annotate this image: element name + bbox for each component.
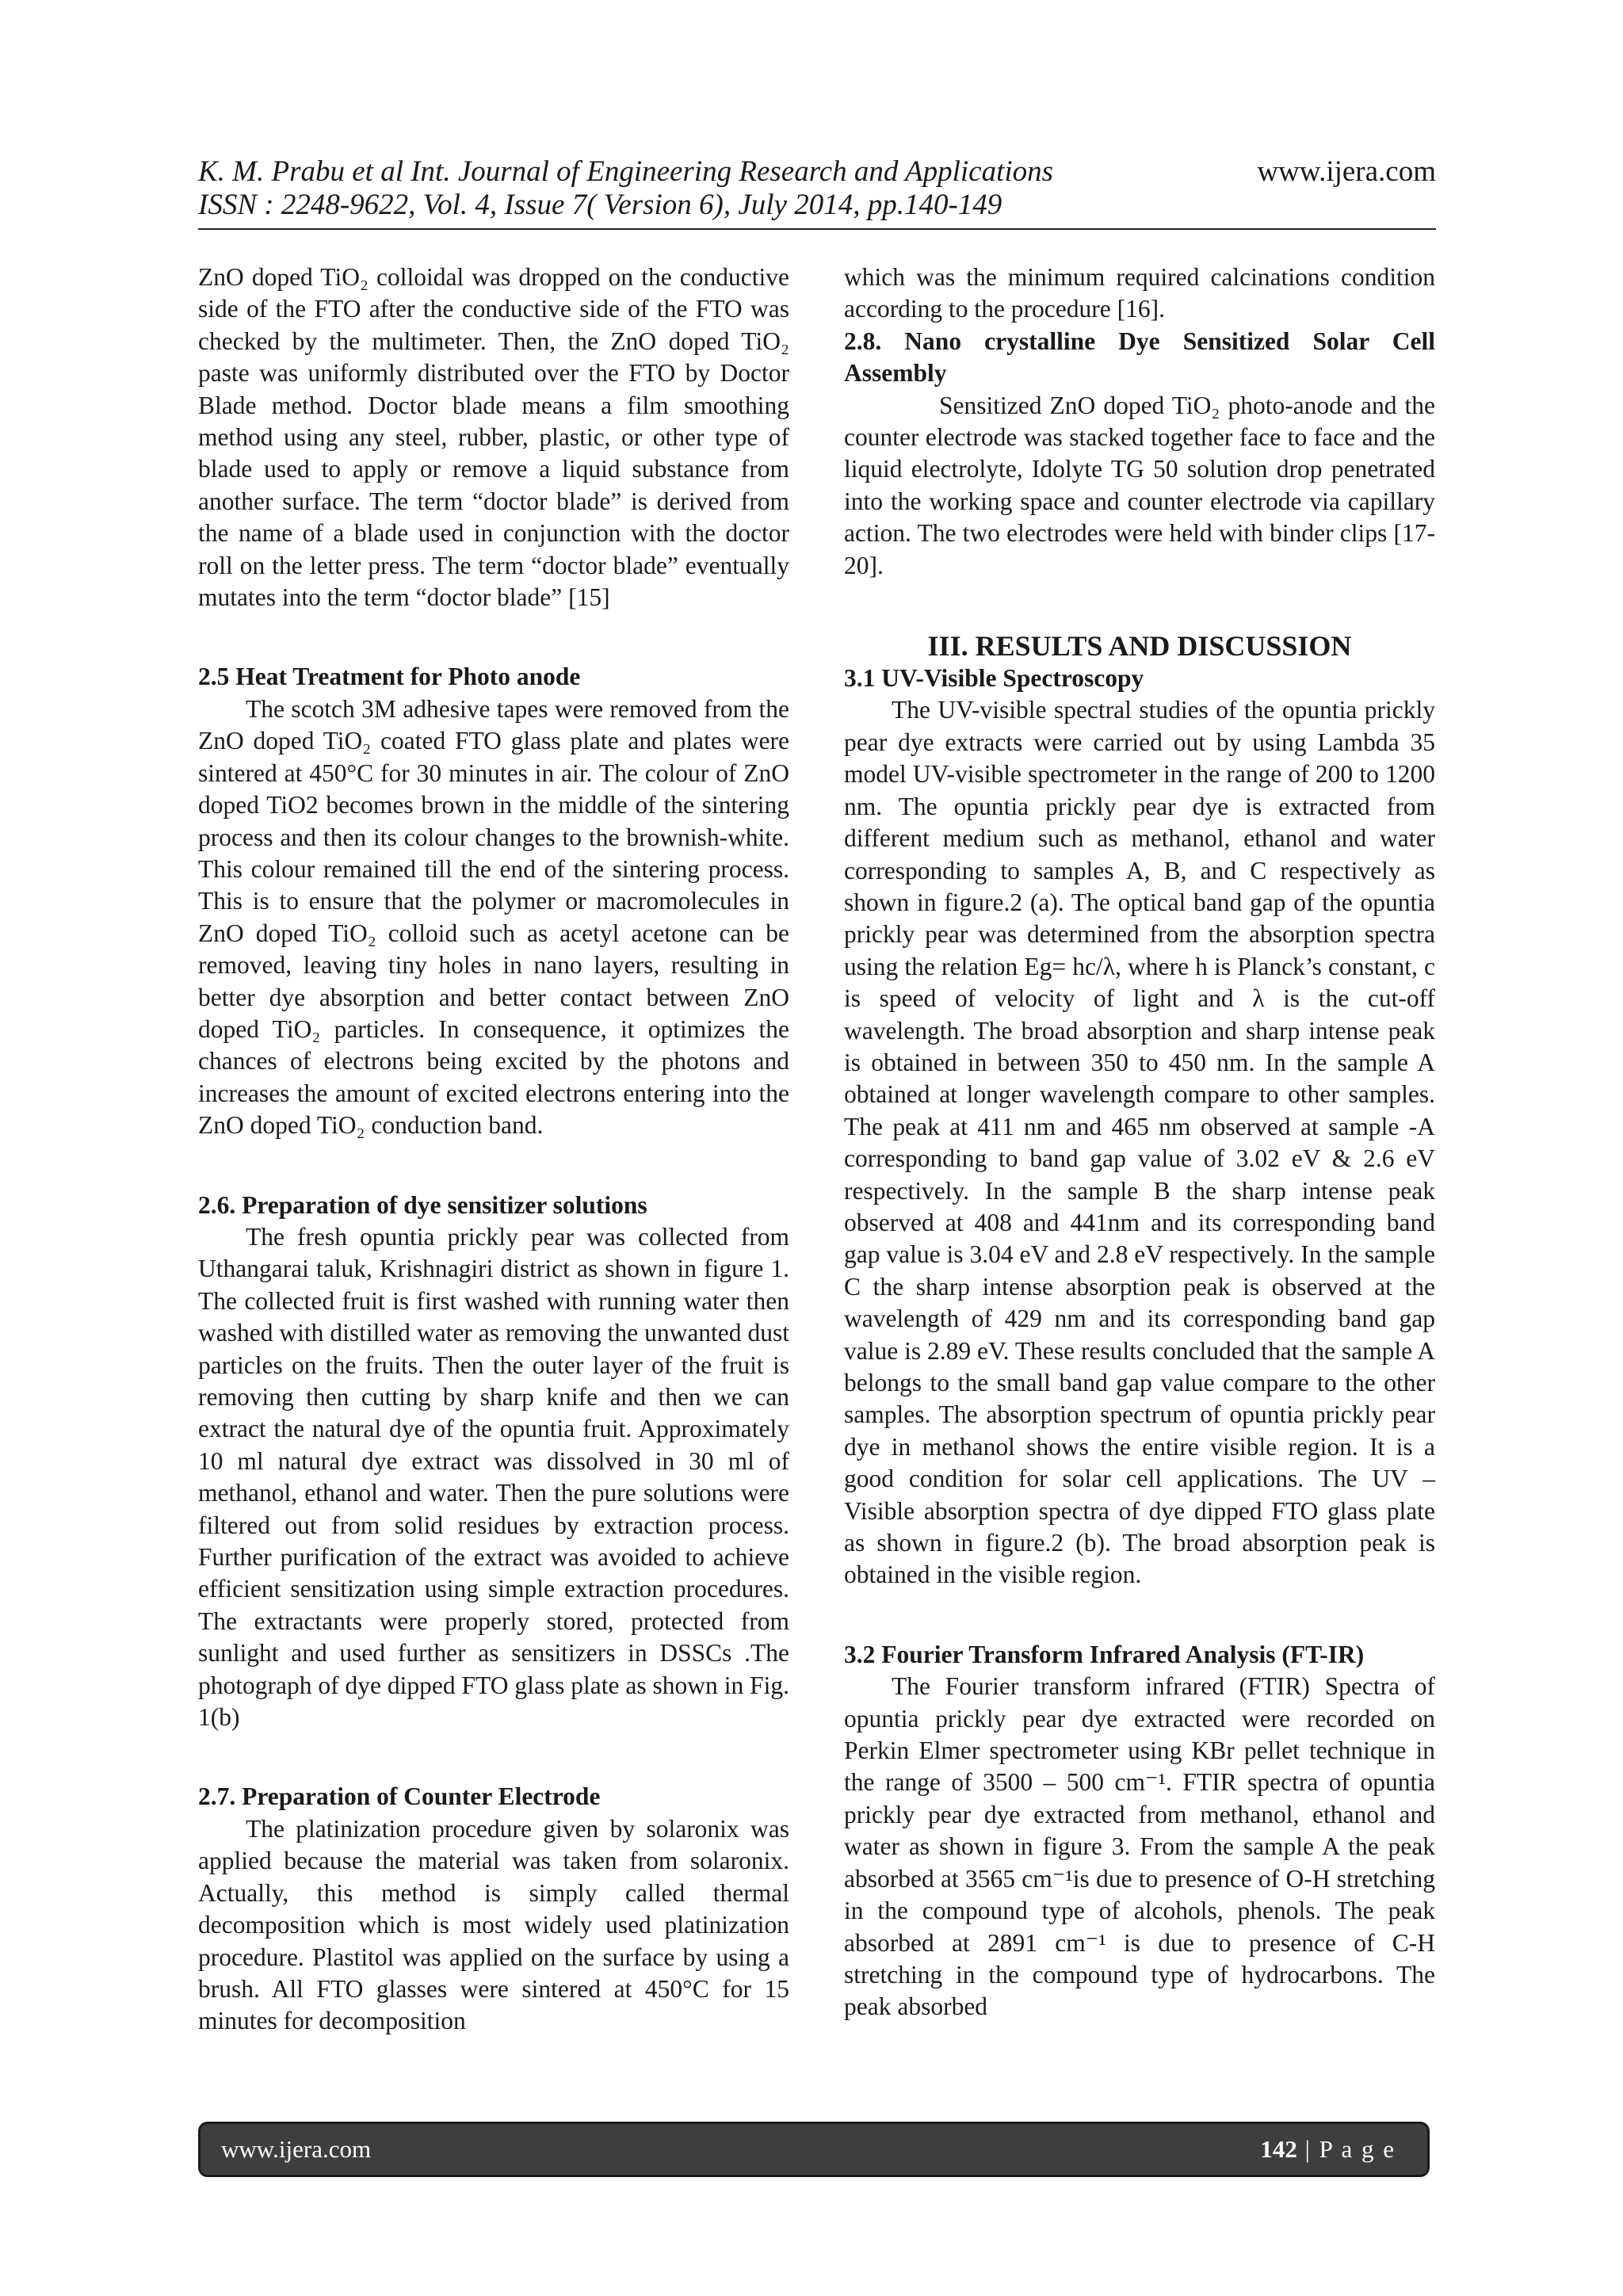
paragraph: ZnO doped TiO₂ colloidal was dropped on the conductive side of the FTO after the conductive side of the FTO was checked by the multimeter. Then, the ZnO doped TiO₂ paste was uniformly distributed over the FTO by Doctor Blade method. Doctor blade means a film smoothing method using any steel, rubber, plastic, or other type of blade used to apply or remove a liquid substance from another surface. The term “doctor blade” is derived from the name of a blade used in conjunction with the doctor roll on the letter press. The term “doctor blade” eventually mutates into the term “doctor blade” [15]	[198, 263, 789, 612]
section-heading-2-5: 2.5 Heat Treatment for Photo anode	[198, 663, 581, 691]
section-heading-2-8: 2.8. Nano crystalline Dye Sensitized Solar Cell Assembly	[844, 327, 1435, 388]
section-heading-3-1: 3.1 UV-Visible Spectroscopy	[844, 664, 1144, 693]
running-header	[198, 155, 1436, 230]
paragraph: Sensitized ZnO doped TiO₂ photo-anode and the counter electrode was stacked together face to face and the liquid electrolyte, Idolyte TG 50 solution drop penetrated into the working space and counter electrode via capillary action. The two electrodes were held with binder clips [17-20].	[844, 391, 1435, 579]
paragraph: The fresh opuntia prickly pear was collected from Uthangarai taluk, Krishnagiri district as shown in figure 1. The collected fruit is first washed with running water then washed with distilled water as removing the unwanted dust particles on the fruits. Then the outer layer of the fruit is removing then cutting by sharp knife and then we can extract the natural dye of the opuntia fruit. Approximately 10 ml natural dye extract was dissolved in 30 ml of methanol, ethanol and water. Then the pure solutions were filtered out from solid residues by extraction process. Further purification of the extract was avoided to achieve efficient sensitization using simple extraction procedures. The extractants were properly stored, protected from sunlight and used further as sensitizers in DSSCs .The photograph of dye dipped FTO glass plate as shown in Fig. 1(b)	[198, 1222, 789, 1732]
right-column	[844, 262, 1435, 2023]
section-heading-2-7: 2.7. Preparation of Counter Electrode	[198, 1782, 601, 1811]
paragraph: The platinization procedure given by solaronix was applied because the material was taken from solaronix. Actually, this method is simply called thermal decomposition which is most widely used platinization procedure. Plastitol was applied on the surface by using a brush. All FTO glasses were sintered at 450°C for 15 minutes for decomposition	[198, 1814, 789, 2035]
journal-citation: K. M. Prabu et al Int. Journal of Engineering Research and Applications	[198, 155, 1054, 188]
header-website: www.ijera.com	[1257, 155, 1436, 188]
section-heading-2-6: 2.6. Preparation of dye sensitizer solutions	[198, 1190, 647, 1219]
paragraph: The Fourier transform infrared (FTIR) Spectra of opuntia prickly pear dye extracted were recorded on Perkin Elmer spectrometer using KBr pellet technique in the range of 3500 – 500 cm⁻¹. FTIR spectra of opuntia prickly pear dye extracted from methanol, ethanol and water as shown in figure 3. From the sample A the peak absorbed at 3565 cm⁻¹is due to presence of O-H stretching in the compound type of alcohols, phenols. The peak absorbed at 2891 cm⁻¹ is due to presence of C-H stretching in the compound type of hydrocarbons. The peak absorbed	[844, 1672, 1435, 2021]
page-number: 142	[1260, 2135, 1297, 2163]
issn-line: ISSN : 2248-9622, Vol. 4, Issue 7( Version 6), July 2014, pp.140-149	[198, 189, 1002, 221]
section-heading-3-2: 3.2 Fourier Transform Infrared Analysis (FT-IR)	[844, 1640, 1365, 1668]
paragraph: which was the minimum required calcinations condition according to the procedure [16].	[844, 263, 1435, 323]
page-label: | P a g e	[1296, 2135, 1396, 2163]
paragraph: The UV-visible spectral studies of the opuntia prickly pear dye extracts were carried out by using Lambda 35 model UV-visible spectrometer in the range of 200 to 1200 nm. The opuntia prickly pear dye is extracted from different medium such as methanol, ethanol and water corresponding to samples A, B, and C respectively as shown in figure.2 (a). The optical band gap of the opuntia prickly pear was determined from the absorption spectra using the relation Eg= hc/λ, where h is Planck’s constant, c is speed of velocity of light and λ is the cut-off wavelength. The broad absorption and sharp intense peak is obtained in between 350 to 450 nm. In the sample A obtained at longer wavelength compare to other samples. The peak at 411 nm and 465 nm observed at sample -A corresponding to band gap value of 3.02 eV & 2.6 eV respectively. In the sample B the sharp intense peak observed at 408 and 441nm and its corresponding band gap value is 3.04 eV and 2.8 eV respectively. In the sample C the sharp intense absorption peak is observed at the wavelength of 429 nm and its corresponding band gap value is 2.89 eV. These results concluded that the sample A belongs to the small band gap value compare to the other samples. The absorption spectrum of opuntia prickly pear dye in methanol shows the entire visible region. It is a good condition for solar cell applications. The UV –Visible absorption spectra of dye dipped FTO glass plate as shown in figure.2 (b). The broad absorption peak is obtained in the visible region.	[844, 696, 1435, 1589]
page-number-label	[1260, 2134, 1396, 2165]
paragraph: The scotch 3M adhesive tapes were removed from the ZnO doped TiO₂ coated FTO glass plate and plates were sintered at 450°C for 30 minutes in air. The colour of ZnO doped TiO2 becomes brown in the middle of the sintering process and then its colour changes to the brownish-white. This colour remained till the end of the sintering process. This is to ensure that the polymer or macromolecules in ZnO doped TiO₂ colloid such as acetyl acetone can be removed, leaving tiny holes in nano layers, resulting in better dye absorption and better contact between ZnO doped TiO₂ particles. In consequence, it optimizes the chances of electrons being excited by the photons and increases the amount of excited electrons entering into the ZnO doped TiO₂ conduction band.	[198, 694, 789, 1140]
left-column	[198, 262, 789, 2038]
section-heading-3: III. RESULTS AND DISCUSSION	[927, 630, 1352, 663]
page-footer	[198, 2122, 1430, 2177]
footer-website: www.ijera.com	[221, 2135, 372, 2163]
